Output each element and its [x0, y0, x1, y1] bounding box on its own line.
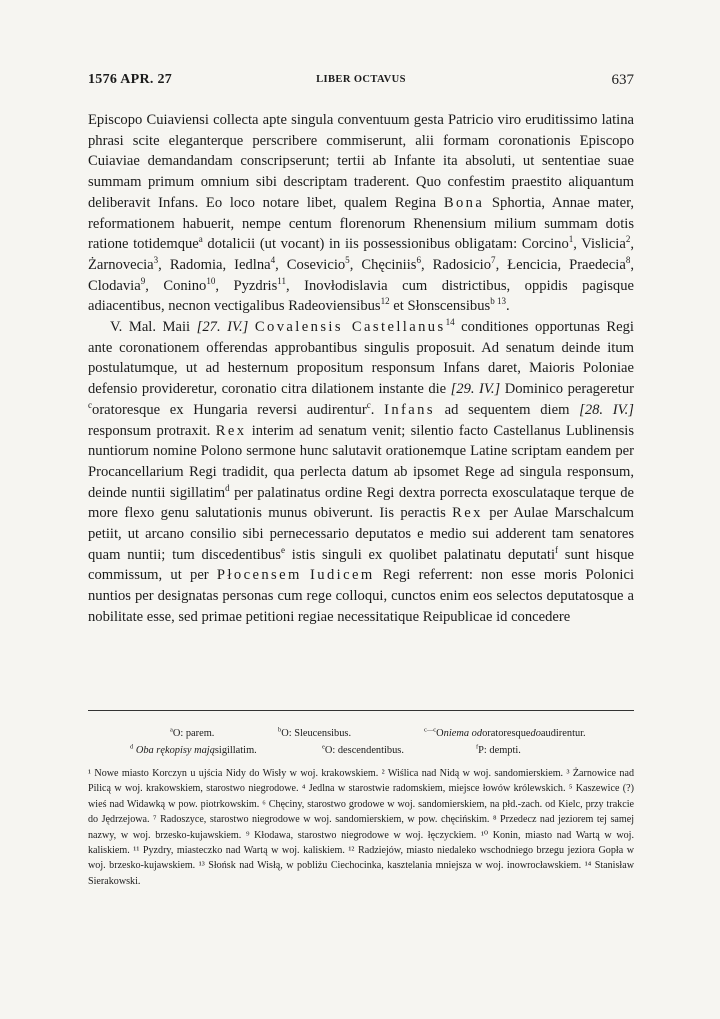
paragraph-2: V. Mal. Maii [27. IV.] Covalensis Castellanus$^{14}$ conditiones opportunas Regi ante coronationem offerendas approbantibus singulis proposuit. Ad senatum deinde itum postulatumque, ut ad hesternum propositum responsum Infans daret, Maioris Poloniae defensio provideretur, coronatio citra dilationem instante die [29. IV.] Dominico perageretur $^c$oratoresque ex Hungaria reversi audirentur$^c$. Infans ad sequentem diem [28. IV.] responsum protraxit. Rex interim ad senatum venit; silentio facto Castellanus Lublinensis nuntiorum nomine Polono sermone hunc salutavit orationemque Latine scriptam eandem per Procancellarium Regi tradidit, qua perlecta datum ab ipsomet Rege ad singula responsum, deinde nuntii sigillatim$^d$ per palatinatus ordine Regi dextra porrecta exosculataque terque de more flexo genu salutationis munus obiverunt. Iis peractis Rex per Aulae Marschalcum petiit, ut arcano consilio sibi pernecessario deputatos e medio sui adderent tam senatores quam nuntii; tum discedentibus$^e$ istis singuli ex quolibet palatinatu deputati$^f$ sunt hisque commissum, ut per Płocensem Iudicem Regi referrent: non esse moris Polonici nuntios per designatas personas cum rege colloqui, cunctos enim eos selectos deputatosque a nobilitate esse, sed primae petitioni regiae necessitatique Reipublicae id concedere: [88, 317, 635, 625]
header-date: 1576 APR. 27: [88, 72, 173, 87]
page-number: 637: [611, 72, 634, 88]
date-annotation: [27. IV.]: [196, 319, 249, 336]
apparatus-ref: a: [198, 234, 203, 245]
header-book-title: LIBER OCTAVUS: [316, 74, 406, 85]
apparatus-row-1: $^a$O: parem. $^b$O: Sleucensibus. $^{c—c}$Oniema odoratoresquedoaudirentur.: [170, 726, 586, 739]
critical-apparatus: [88, 725, 634, 759]
geographic-footnotes: [88, 766, 634, 889]
apparatus-row-2: $^d$ Oba rękopisy mająsigillatim. $^e$O: descendentibus. $^f$P: dempti.: [130, 743, 521, 756]
footnote-divider: [88, 710, 634, 711]
footnote-ref: 1: [568, 234, 574, 245]
footnotes-text: ¹ Nowe miasto Korczyn u ujścia Nidy do Wisły w woj. krakowskiem. ² Wiślica nad Nidą w woj. sandomierskiem. ³ Żarnowice nad Pilicą w woj. krakowskiem, starostwo niegrodowe. ⁴ Jedlna w starostwie radomskiem, miejsce łowów królewskich. ⁵ Kaszewice (?) wieś nad Widawką w pow. piotrkowskim. ⁶ Chęciny, starostwo grodowe w woj. sandomierskiem, na płd.-zach. od Kielc, przy trakcie do Jędrzejowa. ⁷ Radoszyce, starostwo niegrodowe w woj. sandomierskiem, w pow. chęcińskim. ⁸ Przedecz nad jeziorem tej samej nazwy, w woj. brzesko-kujawskiem. ⁹ Kłodawa, starostwo niegrodowe w woj. łęczyckiem. ¹⁰ Konin, miasto nad Wartą w woj. kaliskiem. ¹¹ Pyzdry, miasteczko nad Wartą w woj. kaliskiem. ¹² Radziejów, miasto niedaleko wschodniego brzegu jeziora Gopła w woj. brzesko-kujawskiem. ¹³ Słońsk nad Wisłą, w pobliżu Ciechocinka, kasztelania mniejsza w woj. inowrocławskiem. ¹⁴ Stanisław Sierakowski.: [88, 768, 634, 887]
running-head: [88, 72, 634, 92]
paragraph-1: Episcopo Cuiaviensi collecta apte singula conventuum gesta Patricio viro eruditissimo latina phrasi scite eleganterque perscribere commiserunt, alii formam coronationis Episcopo Cuiaviae demandandam conscripserunt; tertii ab Infante ita absoluti, ut sententiae suae summam primum omnium sibi descriptam traderent. Quo confestim praestito aliquantum deliberavit Infans. Eo loco notare libet, qualem Regina Bona Sphortia, Annae mater, reformationem habuerit, nempe centum florenorum Rhenensium milium summam dotis ratione totidemque$^a$ dotalicii (ut vocant) in iis possessionibus obligatam: Corcino$^1$, Vislicia$^2$, Żarnovecia$^3$, Radomia, Iedlna$^4$, Cosevicio$^5$, Chęciniis$^6$, Radosicio$^7$, Łencicia, Praedecia$^8$, Clodavia$^9$, Conino$^{10}$, Pyzdris$^{11}$, Inovłodislavia cum districtibus, oppidis pagisque adiacentibus, necnon vectigalibus Radeoviensibus$^{12}$ et Słonscensibus$^{b 13}$.: [88, 112, 635, 315]
main-text: [88, 110, 634, 628]
